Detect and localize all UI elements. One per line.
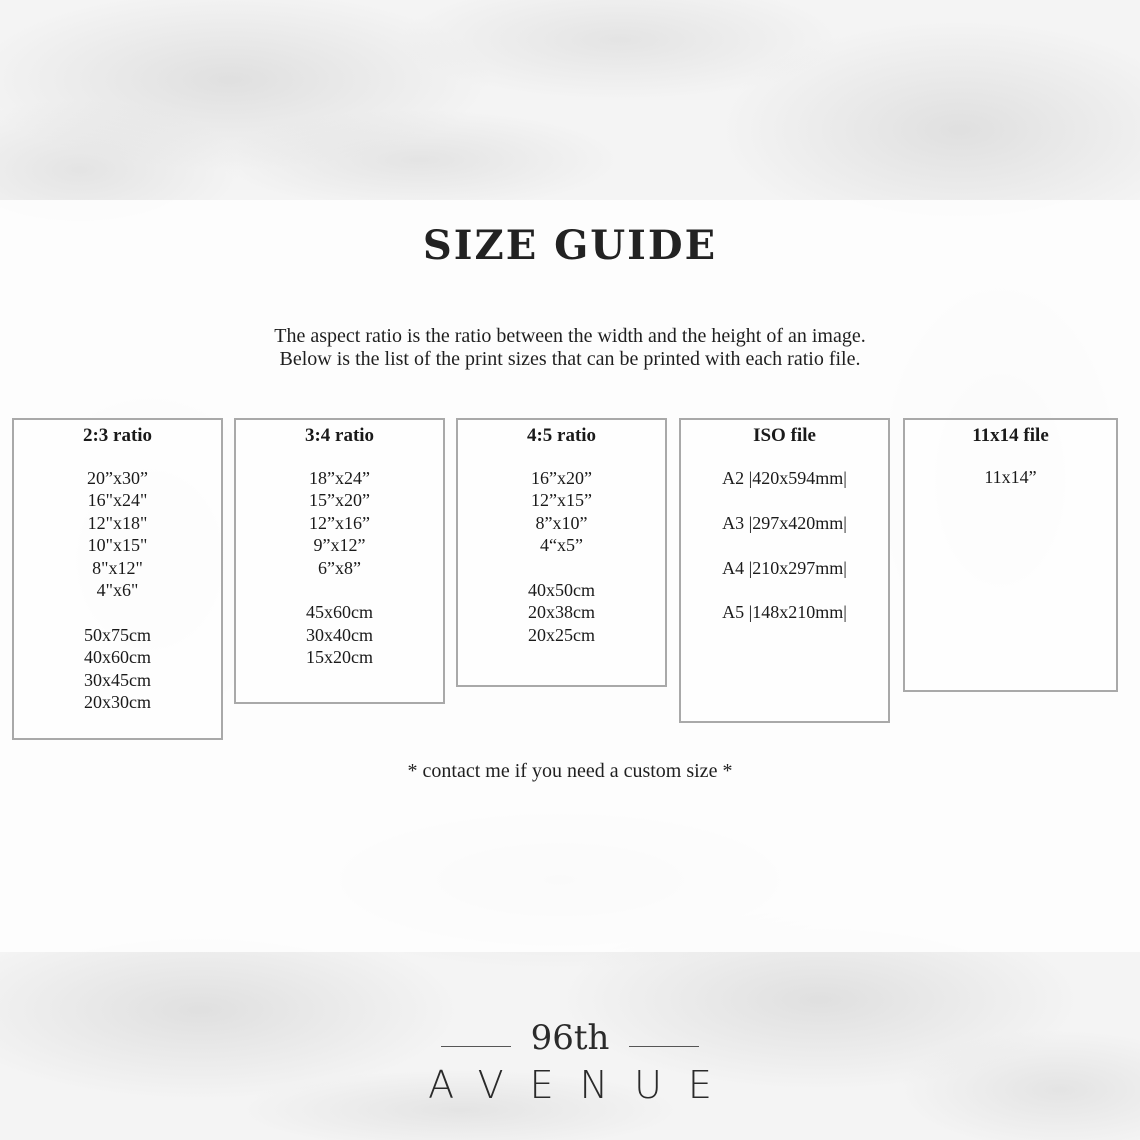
size-item: 20x30cm [84,692,151,713]
custom-size-note: * contact me if you need a custom size * [407,760,733,782]
size-item: 50x75cm [84,624,151,645]
size-item: 40x60cm [84,647,151,668]
box-title: 3:4 ratio [304,425,375,446]
size-item: A5 |148x210mm| [722,602,847,623]
size-item: 12”x15” [531,490,592,511]
size-item: A3 |297x420mm| [722,512,847,533]
size-item: 20x38cm [528,602,595,623]
size-item: 9”x12” [313,535,366,556]
size-item: 8”x10” [535,512,588,533]
11x14-file-box [903,418,1118,692]
size-item: 30x45cm [84,669,151,690]
size-item: 16"x24" [87,490,148,511]
size-item: 8"x12" [92,557,143,578]
size-item: 12”x16” [309,512,370,533]
size-item: A4 |210x297mm| [722,557,847,578]
size-item: 30x40cm [306,624,373,645]
size-item: 18”x24” [309,468,370,488]
size-item: 6”x8” [318,557,361,578]
size-item: 40x50cm [528,580,595,601]
brand-rule-right [629,1046,699,1047]
ratio-box-4-5 [456,418,667,687]
spacer [236,579,443,601]
size-item: 20”x30” [87,468,148,488]
size-item: 11x14” [984,467,1037,487]
intro-line-1: The aspect ratio is the ratio between the width and the height of an image. [274,325,866,347]
box-title: 2:3 ratio [82,425,153,446]
intro-line-2: Below is the list of the print sizes that can be printed with each ratio file. [279,348,861,370]
size-item: 45x60cm [306,602,373,623]
ratio-box-3-4 [234,418,445,704]
size-item: 4"x6" [96,580,139,601]
box-title: 11x14 file [972,425,1049,446]
box-title: ISO file [753,425,816,446]
iso-file-box [679,418,890,723]
brand-logo [0,1010,1140,1060]
brand-name: AVENUE [428,1063,738,1107]
size-item: 16”x20” [531,468,592,488]
spacer [458,557,665,579]
ratio-box-2-3 [12,418,223,740]
page-title: SIZE GUIDE [422,222,718,269]
intro-text [0,325,1140,371]
box-title: 4:5 ratio [526,425,597,446]
size-item: 15”x20” [309,490,370,511]
spacer [14,601,221,623]
brand-number: 96th [530,1018,610,1058]
size-item: 10"x15" [87,535,148,556]
size-item: A2 |420x594mm| [722,468,847,488]
size-item: 15x20cm [306,647,373,668]
size-item: 20x25cm [528,624,595,645]
size-item: 12"x18" [87,512,148,533]
size-item: 4“x5” [540,535,583,556]
